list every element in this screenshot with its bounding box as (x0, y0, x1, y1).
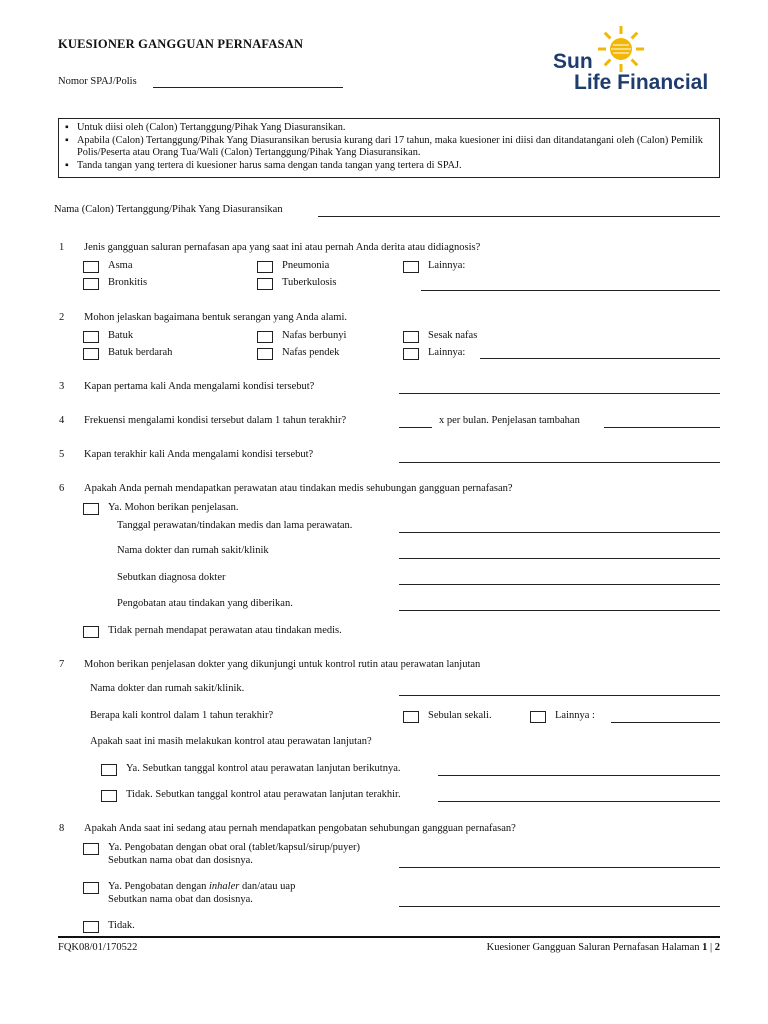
footer-divider (58, 936, 720, 938)
question-number: 1 (59, 242, 65, 253)
instruction-item: ▪ Tanda tangan yang tertera di kuesioner harus sama dengan tanda tangan yang tertera di SPAJ. (65, 159, 462, 171)
question-number: 5 (59, 449, 65, 460)
checkbox-yes[interactable] (101, 764, 117, 776)
explanation-input-line[interactable] (604, 427, 720, 428)
question-1-text: Jenis gangguan saluran pernafasan apa yang saat ini atau pernah Anda derita atau didiagnosis? (84, 242, 481, 253)
checkbox-bronkitis[interactable] (83, 278, 99, 290)
sub-question-label: Nama dokter dan rumah sakit/klinik. (90, 683, 245, 694)
frequency-suffix: x per bulan. Penjelasan tambahan (439, 415, 580, 426)
option-label: Tidak pernah mendapat perawatan atau tindakan medis. (108, 625, 342, 636)
answer-input-line[interactable] (399, 462, 720, 463)
option-label: Bronkitis (108, 277, 148, 288)
option-label: Ya. Pengobatan dengan obat oral (tablet/kapsul/sirup/puyer) (108, 842, 361, 853)
answer-input-line[interactable] (399, 867, 720, 868)
checkbox-sebulan-sekali[interactable] (403, 711, 419, 723)
answer-input-line[interactable] (399, 584, 720, 585)
answer-input-line[interactable] (399, 532, 720, 533)
page-footer: Kuesioner Gangguan Saluran Pernafasan Halaman 1 | 2 (486, 942, 720, 953)
checkbox-batuk-berdarah[interactable] (83, 348, 99, 360)
checkbox-oral-medication[interactable] (83, 843, 99, 855)
form-title: KUESIONER GANGGUAN PERNAFASAN (58, 37, 304, 51)
sub-question-label: Nama dokter dan rumah sakit/klinik (117, 545, 269, 556)
option-label: Tidak. (108, 920, 135, 931)
question-number: 4 (59, 415, 65, 426)
checkbox-inhaler[interactable] (83, 882, 99, 894)
spaj-input-line[interactable] (153, 87, 343, 88)
option-label: Nafas berbunyi (282, 330, 347, 341)
checkbox-lainnya[interactable] (403, 261, 419, 273)
option-label: Pneumonia (282, 260, 330, 271)
option-label: Ya. Mohon berikan penjelasan. (108, 502, 239, 513)
checkbox-asma[interactable] (83, 261, 99, 273)
name-label: Nama (Calon) Tertanggung/Pihak Yang Diasuransikan (54, 204, 283, 215)
sub-question-label: Berapa kali kontrol dalam 1 tahun terakhir? (90, 710, 274, 721)
logo-text-life-financial: Life Financial (574, 71, 709, 94)
option-label: Batuk (108, 330, 134, 341)
option-sub-label: Sebutkan nama obat dan dosisnya. (108, 894, 253, 905)
checkbox-nafas-berbunyi[interactable] (257, 331, 273, 343)
answer-input-line[interactable] (438, 801, 720, 802)
option-label: Sebulan sekali. (428, 710, 492, 721)
question-6-text: Apakah Anda pernah mendapatkan perawatan atau tindakan medis sehubungan gangguan pernafasan? (84, 483, 513, 494)
question-2-text: Mohon jelaskan bagaimana bentuk serangan yang Anda alami. (84, 312, 348, 323)
question-number: 6 (59, 483, 65, 494)
option-label: Lainnya: (428, 260, 466, 271)
checkbox-lainnya[interactable] (403, 348, 419, 360)
lainnya-input-line[interactable] (421, 290, 720, 291)
form-code: FQK08/01/170522 (58, 942, 138, 953)
answer-input-line[interactable] (399, 558, 720, 559)
spaj-label: Nomor SPAJ/Polis (58, 76, 137, 87)
question-5-text: Kapan terakhir kali Anda mengalami kondisi tersebut? (84, 449, 314, 460)
question-number: 8 (59, 823, 65, 834)
answer-input-line[interactable] (399, 610, 720, 611)
checkbox-tuberkulosis[interactable] (257, 278, 273, 290)
option-label: Ya. Pengobatan dengan inhaler dan/atau uap (108, 881, 296, 892)
lainnya-input-line[interactable] (480, 358, 720, 359)
checkbox-no[interactable] (101, 790, 117, 802)
sub-question-label: Tanggal perawatan/tindakan medis dan lama perawatan. (117, 520, 353, 531)
instruction-item: ▪ Apabila (Calon) Tertanggung/Pihak Yang Diasuransikan berusia kurang dari 17 tahun, maka kuesioner ini diisi dan ditandatangani oleh (Calon) Pemilik Polis/Peserta atau Orang Tua/Wali (Calon) Tertanggung/Pihak Yang Diasuransikan. (65, 134, 703, 158)
option-label: Nafas pendek (282, 347, 340, 358)
option-label: Tidak. Sebutkan tanggal kontrol atau perawatan lanjutan terakhir. (126, 789, 401, 800)
answer-input-line[interactable] (399, 393, 720, 394)
option-label: Asma (108, 260, 133, 271)
question-7-text: Mohon berikan penjelasan dokter yang dikunjungi untuk kontrol rutin atau perawatan lanjutan (84, 659, 481, 670)
checkbox-sesak-nafas[interactable] (403, 331, 419, 343)
option-label: Tuberkulosis (282, 277, 337, 288)
checkbox-no[interactable] (83, 921, 99, 933)
checkbox-pneumonia[interactable] (257, 261, 273, 273)
question-3-text: Kapan pertama kali Anda mengalami kondisi tersebut? (84, 381, 315, 392)
frequency-input-line[interactable] (399, 427, 432, 428)
question-number: 3 (59, 381, 65, 392)
logo-text-sun: Sun (553, 50, 593, 73)
sun-logo-icon (596, 24, 646, 74)
checkbox-nafas-pendek[interactable] (257, 348, 273, 360)
option-label: Sesak nafas (428, 330, 478, 341)
answer-input-line[interactable] (438, 775, 720, 776)
lainnya-input-line[interactable] (611, 722, 720, 723)
question-8-text: Apakah Anda saat ini sedang atau pernah mendapatkan pengobatan sehubungan gangguan pernafasan? (84, 823, 516, 834)
answer-input-line[interactable] (399, 906, 720, 907)
option-label: Lainnya: (428, 347, 466, 358)
question-number: 7 (59, 659, 65, 670)
instructions-box (58, 118, 720, 178)
question-4-text: Frekuensi mengalami kondisi tersebut dalam 1 tahun terakhir? (84, 415, 347, 426)
option-sub-label: Sebutkan nama obat dan dosisnya. (108, 855, 253, 866)
option-label: Lainnya : (555, 710, 595, 721)
option-label: Batuk berdarah (108, 347, 173, 358)
sub-question-label: Pengobatan atau tindakan yang diberikan. (117, 598, 293, 609)
answer-input-line[interactable] (399, 695, 720, 696)
sub-question-label: Apakah saat ini masih melakukan kontrol atau perawatan lanjutan? (90, 736, 372, 747)
checkbox-lainnya[interactable] (530, 711, 546, 723)
question-number: 2 (59, 312, 65, 323)
option-label: Ya. Sebutkan tanggal kontrol atau perawatan lanjutan berikutnya. (126, 763, 401, 774)
name-input-line[interactable] (318, 216, 720, 217)
instruction-item: ▪ Untuk diisi oleh (Calon) Tertanggung/Pihak Yang Diasuransikan. (65, 122, 346, 133)
sub-question-label: Sebutkan diagnosa dokter (117, 572, 226, 583)
checkbox-batuk[interactable] (83, 331, 99, 343)
checkbox-no[interactable] (83, 626, 99, 638)
checkbox-yes[interactable] (83, 503, 99, 515)
